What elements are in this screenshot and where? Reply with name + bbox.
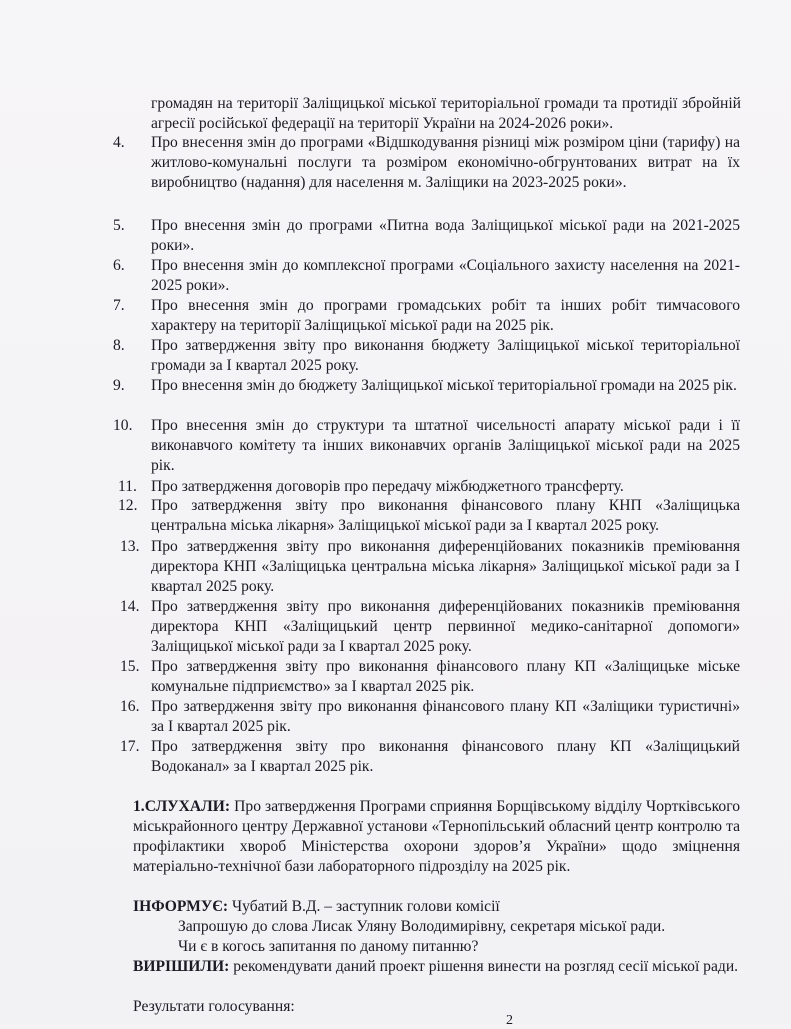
decided-text: рекомендувати даний проект рішення винести на розгляд сесії міської ради. bbox=[233, 958, 739, 975]
agenda-item-number: 8. bbox=[113, 337, 125, 354]
agenda-item-text: Про внесення змін до бюджету Заліщицької міської територіальної громади на 2025 рік. bbox=[151, 377, 737, 394]
agenda-item-number: 17. bbox=[120, 738, 140, 755]
agenda-item-text: Про затвердження звіту про виконання фінансового плану КП «Заліщицьке міське комунальне підприємство» за І квартал 2025 рік. bbox=[151, 658, 740, 695]
agenda-item-text: Про внесення змін до програми громадських робіт та інших робіт тимчасового характеру на території Заліщицької міської ради на 2025 рік. bbox=[151, 297, 740, 334]
intro-continuation: громадян на території Заліщицької міської територіальної громади та протидії збройній агресії російської федерації на території України на 2024-2026 роки». bbox=[151, 95, 741, 132]
agenda-item-number: 4. bbox=[113, 134, 125, 151]
informs-paragraph bbox=[133, 897, 740, 917]
question-text: Чи є в когось запитання по даному питанню? bbox=[178, 938, 479, 955]
agenda-item-number: 6. bbox=[113, 257, 125, 274]
agenda-item-text: Про внесення змін до програми «Відшкодування різниці між розміром ціни (тарифу) на житлово-комунальні послуги та розміром економічно-обгрунтованих витрат на їх виробництво (надання) для населення м. Заліщики на 2023-2025 роки». bbox=[151, 134, 740, 191]
informs-text: Чубатий В.Д. – заступник голови комісії bbox=[231, 898, 500, 915]
agenda-item-text: Про затвердження звіту про виконання фінансового плану КНП «Заліщицька центральна міська лікарня» Заліщицької міської ради за І квартал 2025 року. bbox=[151, 497, 740, 534]
informs-label: ІНФОРМУЄ: bbox=[133, 898, 229, 915]
invite-text: Запрошую до слова Лисак Уляну Володимирівну, секретаря міської ради. bbox=[178, 918, 666, 935]
agenda-item-number: 9. bbox=[113, 377, 125, 394]
agenda-item-text: Про внесення змін до комплексної програми «Соціального захисту населення на 2021-2025 роки». bbox=[151, 257, 740, 294]
voting-results-label: Результати голосування: bbox=[133, 998, 295, 1015]
agenda-item-number: 15. bbox=[120, 658, 140, 675]
agenda-item-number: 13. bbox=[120, 538, 140, 555]
heard-label: 1.СЛУХАЛИ: bbox=[133, 798, 231, 815]
agenda-item-text: Про внесення змін до структури та штатної чисельності апарату міської ради і її виконавчого комітету та інших виконавчих органів Заліщицької міської ради на 2025 рік. bbox=[151, 417, 740, 474]
agenda-item-text: Про затвердження звіту про виконання фінансового плану КП «Заліщики туристичні» за І квартал 2025 рік. bbox=[151, 698, 740, 735]
heard-text: Про затвердження Програми сприяння Борщівському відділу Чортківського міськрайонного центру Державної установи «Тернопільський обласний центр контролю та профілактики хвороб Міністерства охорони здоров’я України» щодо зміцнення матеріально-технічної бази лабораторного підрозділу на 2025 рік. bbox=[133, 798, 740, 875]
agenda-item-text: Про затвердження звіту про виконання диференційованих показників преміювання директора КНП «Заліщицька центральна міська лікарня» Заліщицької міської ради за І квартал 2025 року. bbox=[151, 538, 740, 595]
agenda-item-number: 7. bbox=[113, 297, 125, 314]
agenda-item-text: Про затвердження звіту про виконання бюджету Заліщицької міської територіальної громади за І квартал 2025 року. bbox=[151, 337, 740, 374]
agenda-item-number: 16. bbox=[120, 698, 140, 715]
agenda-item-number: 11. bbox=[118, 478, 137, 495]
agenda-item-text: Про затвердження звіту про виконання диференційованих показників преміювання директора КНП «Заліщицький центр первинної медико-санітарної допомоги» Заліщицької міської ради за І квартал 2025 року. bbox=[151, 598, 740, 655]
heard-paragraph bbox=[133, 797, 740, 877]
agenda-item-number: 5. bbox=[113, 217, 125, 234]
agenda-item-number: 12. bbox=[118, 497, 138, 514]
agenda-item-text: Про затвердження договорів про передачу міжбюджетного трансферту. bbox=[151, 478, 624, 495]
decided-label: ВИРІШИЛИ: bbox=[133, 958, 230, 975]
decided-paragraph bbox=[133, 957, 740, 977]
page-number: 2 bbox=[506, 1013, 513, 1028]
agenda-item-text: Про внесення змін до програми «Питна вода Заліщицької міської ради на 2021-2025 роки». bbox=[151, 217, 740, 254]
agenda-item-number: 14. bbox=[120, 598, 140, 615]
agenda-item-number: 10. bbox=[113, 417, 133, 434]
agenda-item-text: Про затвердження звіту про виконання фінансового плану КП «Заліщицький Водоканал» за І квартал 2025 рік. bbox=[151, 738, 740, 775]
